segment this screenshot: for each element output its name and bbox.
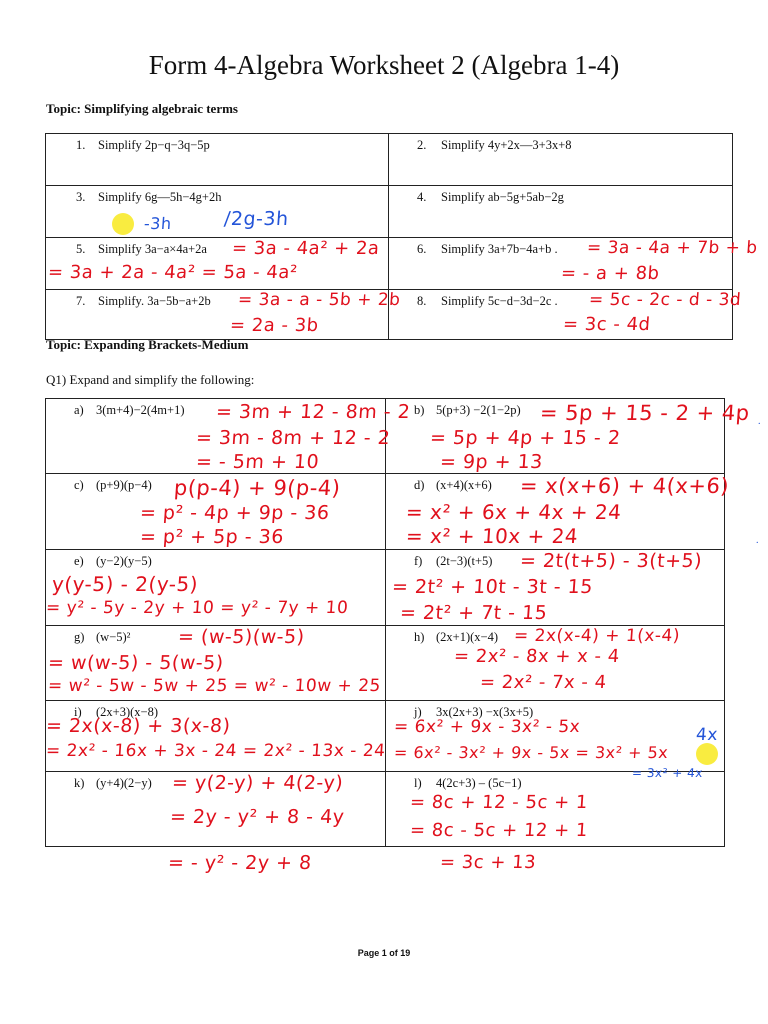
handwritten-working: = 2x² - 16x + 3x - 24 = 2x² - 13x - 24 [45,741,387,761]
handwritten-working: = 5p + 15 - 2 + 4p [539,401,751,425]
question-label: i) [74,705,82,719]
question-cell-2 [389,134,733,186]
question-text: Simplify 3a−a×4a+2a [98,242,207,256]
expand-cell-e [46,550,386,626]
question-number: 3. [76,190,86,204]
question-text: Simplify 4y+2x—3+3x+8 [441,138,572,152]
question-text: Simplify 6g—5h−4g+2h [98,190,222,204]
handwritten-working: = 6x² + 9x - 3x² - 5x [393,717,581,737]
handwritten-working: = 2x² - 7x - 4 [479,672,608,693]
question-label: b) [414,403,425,417]
question-label: j) [414,705,422,719]
handwritten-working: = 3a + 2a - 4a² = 5a - 4a² [47,262,299,283]
handwritten-working: = 2x(x-4) + 1(x-4) [513,626,681,646]
question-text: 3(m+4)−2(4m+1) [96,403,185,417]
question-text: Simplify 5c−d−3d−2c . [441,294,558,308]
question-text: Simplify 3a+7b−4a+b . [441,242,558,256]
highlighter-mark [112,213,134,235]
handwritten-answer: -3h [143,214,173,233]
handwritten-working: = 9p + 13 [439,451,544,473]
question-text: (y−2)(y−5) [96,554,152,568]
handwritten-working: = y(2-y) + 4(2-y) [171,772,344,794]
question-cell-1 [46,134,389,186]
stray-ink-dot: . [758,416,761,427]
handwritten-working: = 2t² + 10t - 3t - 15 [391,576,594,598]
question-number: 8. [417,294,427,308]
question-label: g) [74,630,85,644]
topic-heading-simplifying: Topic: Simplifying algebraic terms [46,101,238,116]
handwritten-working: = x(x+6) + 4(x+6) [519,474,730,498]
expand-cell-g [46,626,386,701]
handwritten-working: = 3a - 4a + 7b + b [586,238,759,258]
question-text: (p+9)(p−4) [96,478,152,492]
handwritten-working: = 5p + 4p + 15 - 2 [429,427,622,449]
expand-cell-i [46,701,386,772]
question-label: d) [414,478,425,492]
question-label: h) [414,630,425,644]
handwritten-working: = 2x² - 8x + x - 4 [453,646,621,667]
question-text: (2t−3)(t+5) [436,554,493,568]
worksheet-title: Form 4-Algebra Worksheet 2 (Algebra 1-4) [148,50,620,80]
question-cell-7 [46,290,402,340]
handwritten-working: = 5c - 2c - d - 3d [588,290,742,310]
expand-cell-l [386,772,725,847]
topic-heading-expanding: Topic: Expanding Brackets-Medium [46,337,249,352]
handwritten-working: = 8c - 5c + 12 + 1 [409,820,589,841]
handwritten-working: = 2y - y² + 8 - 4y [169,806,346,828]
highlighter-mark [696,743,718,765]
question-number: 1. [76,138,86,152]
expand-cell-b [386,399,751,474]
handwritten-working: = 8c + 12 - 5c + 1 [409,792,589,813]
handwritten-working: y(y-5) - 2(y-5) [51,572,199,596]
handwritten-working: = (w-5)(w-5) [177,626,306,648]
question-cell-5 [46,238,389,290]
question-number: 5. [76,242,86,256]
handwritten-working: = 3c - 4d [562,314,652,335]
question-cell-6 [389,238,759,290]
question-number: 4. [417,190,427,204]
question-text: Simplify 2p−q−3q−5p [98,138,210,152]
question-number: 2. [417,138,427,152]
handwritten-working: = 2x(x-8) + 3(x-8) [45,715,232,737]
question-text: (2x+1)(x−4) [436,630,498,644]
expand-cell-j [386,701,725,772]
handwritten-answer-k: = - y² - 2y + 8 [167,852,313,874]
question-text: Simplify. 3a−5b−a+2b [98,294,211,308]
handwritten-answer: /2g-3h [223,208,290,230]
question-text: Simplify ab−5g+5ab−2g [441,190,564,204]
handwritten-answer-l: = 3c + 13 [439,852,537,873]
handwritten-working: = y² - 5y - 2y + 10 = y² - 7y + 10 [45,598,349,618]
question-label: c) [74,478,84,492]
question-text: (x+4)(x+6) [436,478,492,492]
question-text: 3x(2x+3) −x(3x+5) [436,705,534,719]
handwritten-working: = 3a - 4a² + 2a [231,238,381,259]
question-number: 7. [76,294,86,308]
question-cell-8 [389,290,742,340]
handwritten-working: = p² + 5p - 36 [139,526,285,548]
question-text: (w−5)² [96,630,131,644]
simplify-table [45,133,759,340]
handwritten-working: = 2t(t+5) - 3(t+5) [519,550,703,572]
handwritten-working: = 6x² - 3x² + 9x - 5x = 3x² + 5x [393,743,669,762]
handwritten-working: = 2a - 3b [229,315,320,336]
handwritten-working: = 3a - a - 5b + 2b [237,290,402,310]
expand-cell-k [46,772,386,847]
instruction-text: Q1) Expand and simplify the following: [46,372,255,387]
handwritten-working: = w(w-5) - 5(w-5) [47,652,225,674]
handwritten-correction: 4x [695,725,719,745]
question-label: f) [414,554,423,568]
handwritten-working: = - 5m + 10 [195,451,320,473]
handwritten-working: = w² - 5w - 5w + 25 = w² - 10w + 25 [47,676,382,696]
question-label: k) [74,776,85,790]
question-label: a) [74,403,84,417]
expand-cell-h [386,626,725,701]
question-label: e) [74,554,84,568]
question-text: 5(p+3) −2(1−2p) [436,403,521,417]
handwritten-working: = x² + 6x + 4x + 24 [405,500,623,524]
question-cell-4 [389,186,733,238]
handwritten-working: = 2t² + 7t - 15 [399,602,549,624]
expand-cell-c [46,474,386,550]
expand-table [45,398,751,847]
question-label: l) [414,776,422,790]
question-number: 6. [417,242,427,256]
question-text: (y+4)(2−y) [96,776,152,790]
expand-cell-a [46,399,412,474]
question-text: 4(2c+3) – (5c−1) [436,776,522,790]
handwritten-working: = 3m - 8m + 12 - 2 [195,427,392,449]
expand-cell-d [386,474,730,550]
handwritten-working: = x² + 10x + 24 [405,524,579,548]
question-cell-3 [46,186,389,238]
handwritten-working: p(p-4) + 9(p-4) [173,476,342,500]
handwritten-correction-j: = 3x² + 4x [631,766,704,780]
handwritten-working: = - a + 8b [560,263,661,284]
page-footer: Page 1 of 19 [357,948,411,958]
expand-cell-f [386,550,725,626]
stray-ink-dot: . [756,535,759,546]
question-text: (2x+3)(x−8) [96,705,158,719]
handwritten-working: = p² - 4p + 9p - 36 [139,502,331,524]
handwritten-working: = 3m + 12 - 8m - 2 [215,401,412,423]
